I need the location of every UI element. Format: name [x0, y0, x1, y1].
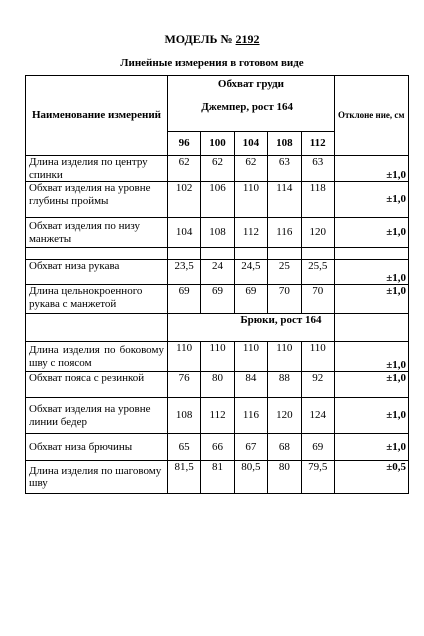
cell-value: 110 [201, 342, 234, 372]
table-row [26, 260, 409, 285]
cell-value: 92 [301, 372, 334, 398]
model-number: 2192 [235, 32, 260, 46]
cell-value: 81 [201, 461, 234, 494]
cell-value: 23,5 [167, 260, 200, 285]
header-product-jumper: Джемпер, рост 164 [201, 100, 293, 113]
section-row [26, 314, 409, 342]
empty-cell [201, 248, 234, 260]
cell-value: 110 [234, 342, 267, 372]
table-row [26, 285, 409, 314]
cell-value: 69 [301, 434, 334, 461]
cell-value: 62 [201, 156, 234, 182]
cell-value: 63 [301, 156, 334, 182]
cell-value: 120 [301, 218, 334, 248]
tolerance-value: ±1,0 [334, 218, 408, 248]
cell-value: 110 [167, 342, 200, 372]
cell-value: 88 [268, 372, 301, 398]
row-name: Длина изделия по боковому шву с поясом [26, 342, 168, 372]
row-name: Обхват низа рукава [26, 260, 168, 285]
cell-value: 112 [234, 218, 267, 248]
cell-value: 66 [201, 434, 234, 461]
cell-value: 80 [201, 372, 234, 398]
row-name: Длина изделия по центру спинки [26, 156, 168, 182]
cell-value: 63 [268, 156, 301, 182]
measurements-table [25, 75, 409, 494]
cell-value: 70 [301, 285, 334, 314]
header-tolerance: Отклоне ние, см [334, 76, 408, 156]
size-header: 104 [234, 132, 267, 156]
section-label: Брюки, рост 164 [240, 314, 322, 327]
cell-value: 81,5 [167, 461, 200, 494]
empty-cell [334, 248, 408, 260]
size-header: 112 [301, 132, 334, 156]
cell-value: 116 [234, 398, 267, 434]
header-chest-girth [167, 76, 334, 132]
empty-cell [234, 248, 267, 260]
size-header: 100 [201, 132, 234, 156]
cell-value: 65 [167, 434, 200, 461]
cell-value: 69 [234, 285, 267, 314]
empty-cell [268, 248, 301, 260]
cell-value: 114 [268, 182, 301, 218]
cell-value: 62 [167, 156, 200, 182]
cell-value: 102 [167, 182, 200, 218]
header-measurement-name: Наименование измерений [26, 76, 168, 156]
cell-value: 25,5 [301, 260, 334, 285]
tolerance-value: ±1,0 [334, 156, 408, 182]
document-title [0, 32, 424, 47]
section-product-trousers [167, 314, 334, 342]
cell-value: 112 [201, 398, 234, 434]
cell-value: 25 [268, 260, 301, 285]
tolerance-value: ±1,0 [334, 342, 408, 372]
tolerance-value: ±0,5 [334, 461, 408, 494]
tolerance-value: ±1,0 [334, 260, 408, 285]
tolerance-value: ±1,0 [334, 285, 408, 314]
cell-value: 106 [201, 182, 234, 218]
table-row [26, 434, 409, 461]
row-name: Обхват изделия по низу манжеты [26, 218, 168, 248]
cell-value: 68 [268, 434, 301, 461]
row-name: Длина изделия по шаговому шву [26, 461, 168, 494]
cell-value: 69 [167, 285, 200, 314]
title-prefix: МОДЕЛЬ № [164, 32, 233, 46]
row-name: Обхват изделия на уровне глубины проймы [26, 182, 168, 218]
cell-value: 116 [268, 218, 301, 248]
size-header: 108 [268, 132, 301, 156]
cell-value: 110 [268, 342, 301, 372]
table-row [26, 182, 409, 218]
size-header: 96 [167, 132, 200, 156]
table-row [26, 218, 409, 248]
cell-value: 120 [268, 398, 301, 434]
cell-value: 124 [301, 398, 334, 434]
cell-value: 80 [268, 461, 301, 494]
row-name: Длина цельнокроенного рукава с манжетой [26, 285, 168, 314]
empty-cell [334, 314, 408, 342]
cell-value: 67 [234, 434, 267, 461]
row-name: Обхват изделия на уровне линии бедер [26, 398, 168, 434]
empty-cell [167, 248, 200, 260]
table-row [26, 372, 409, 398]
cell-value: 76 [167, 372, 200, 398]
header-girth-label: Обхват груди [217, 78, 285, 90]
tolerance-value: ±1,0 [334, 182, 408, 218]
cell-value: 62 [234, 156, 267, 182]
cell-value: 24,5 [234, 260, 267, 285]
table-row [26, 461, 409, 494]
cell-value: 104 [167, 218, 200, 248]
row-name: Обхват низа брючины [26, 434, 168, 461]
table-row [26, 398, 409, 434]
spacer-row [26, 248, 409, 260]
cell-value: 110 [234, 182, 267, 218]
tolerance-value: ±1,0 [334, 398, 408, 434]
cell-value: 69 [201, 285, 234, 314]
cell-value: 24 [201, 260, 234, 285]
empty-cell [26, 314, 168, 342]
row-name: Обхват пояса с резинкой [26, 372, 168, 398]
cell-value: 79,5 [301, 461, 334, 494]
cell-value: 108 [201, 218, 234, 248]
cell-value: 118 [301, 182, 334, 218]
cell-value: 110 [301, 342, 334, 372]
empty-cell [301, 248, 334, 260]
table-row [26, 156, 409, 182]
document-subtitle: Линейные измерения в готовом виде [120, 57, 304, 69]
cell-value: 80,5 [234, 461, 267, 494]
tolerance-value: ±1,0 [334, 372, 408, 398]
tolerance-value: ±1,0 [334, 434, 408, 461]
cell-value: 70 [268, 285, 301, 314]
cell-value: 108 [167, 398, 200, 434]
empty-cell [26, 248, 168, 260]
table-row [26, 342, 409, 372]
cell-value: 84 [234, 372, 267, 398]
